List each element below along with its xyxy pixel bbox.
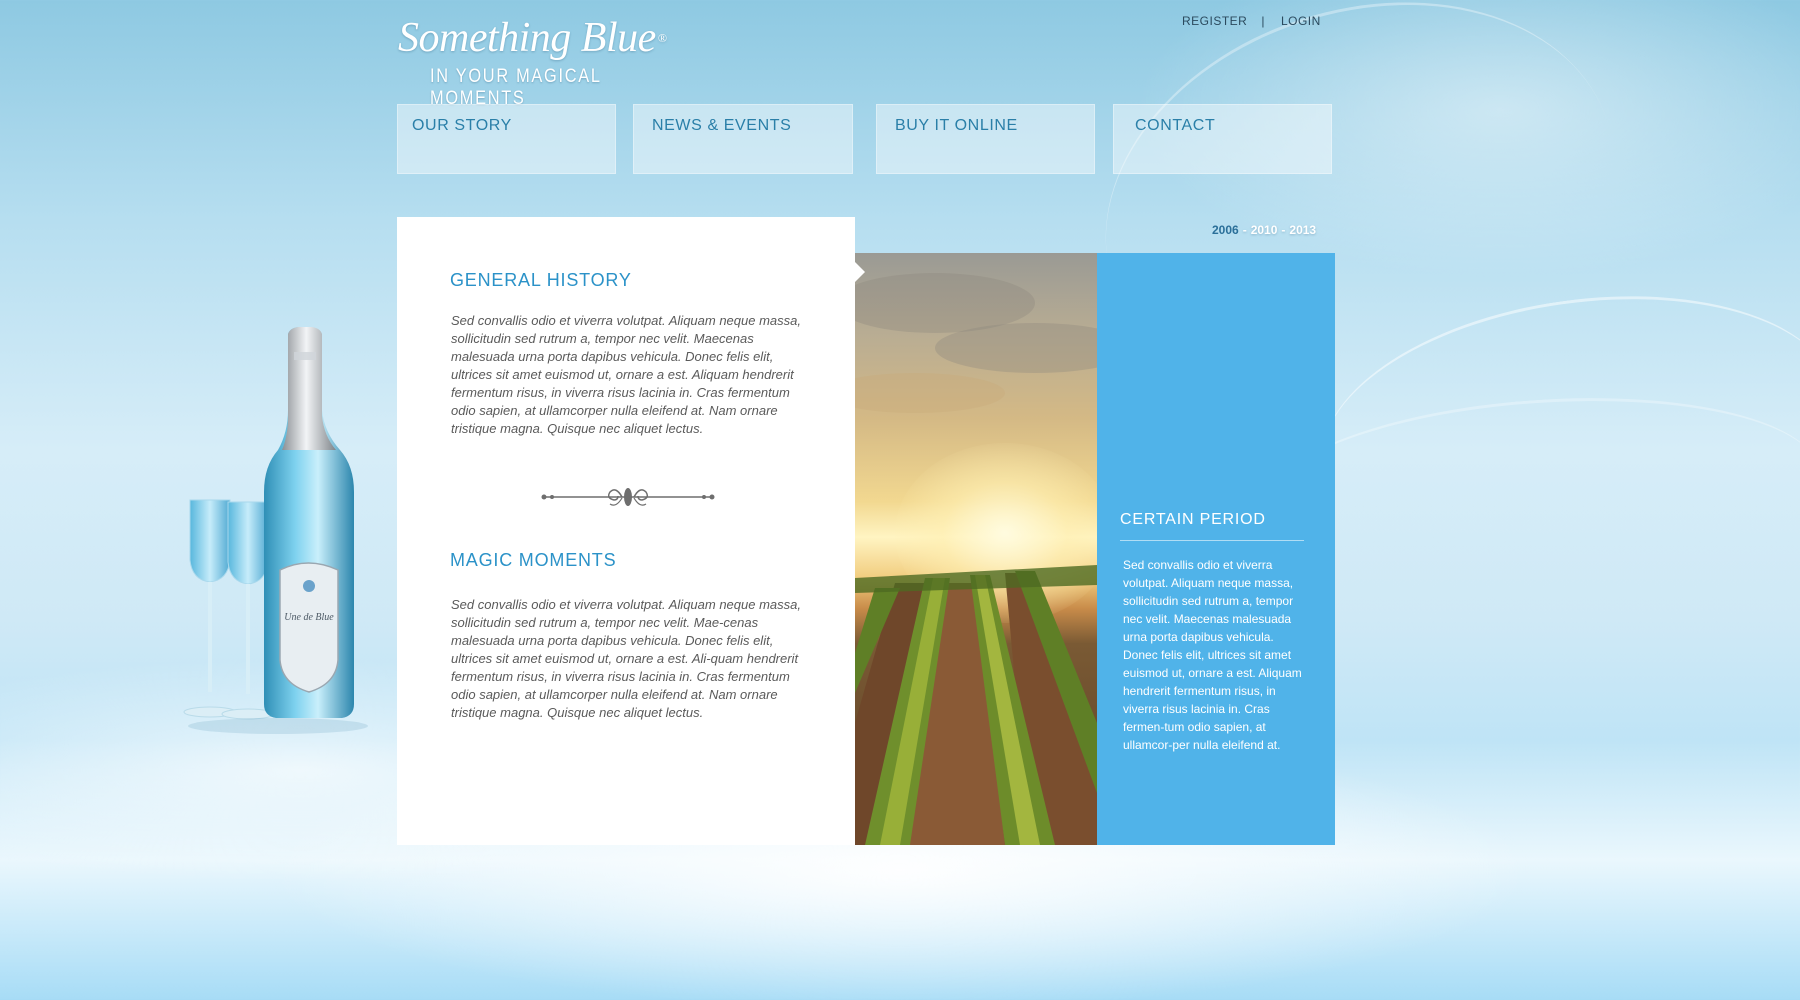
year-selector [1212, 223, 1316, 237]
section-text-general-history: Sed convallis odio et viverra volutpat. Aliquam neque massa, sollicitudin sed rutrum a, tempor nec velit. Maecenas malesuada urna porta dapibus vehicula. Donec felis elit, ultrices sit amet euismod ut, ornare a est. Aliquam hendrerit fermentum risus, in viverra risus lacinia in. Cras fermentum odio sapien, at ullamcorper nulla eleifend at. Nam ornare tristique magna. Quisque nec aliquet lectus. [451, 313, 801, 436]
bottle-label-text: Une de Blue [284, 612, 334, 623]
logo-registered-mark: ® [657, 31, 667, 45]
nav-label: CONTACT [1135, 117, 1216, 134]
year-2006[interactable]: 2006 [1212, 223, 1239, 237]
nav-news-events[interactable] [633, 104, 853, 174]
nav-label: OUR STORY [412, 117, 512, 134]
section-text-magic-moments: Sed convallis odio et viverra volutpat. Aliquam neque massa, sollicitudin sed rutrum a, tempor nec velit. Mae-cenas malesuada urna porta dapibus vehicula. Donec felis elit, ultrices sit amet euismod ut, ornare a est. Ali-quam hendrerit fermentum risus, in viverra risus lacinia in. Cras fermentum odio sapien, at ullamcorper nulla eleifend at. Nam ornare tristique magna. Quisque nec aliquet lectus. [451, 597, 801, 720]
site-logo[interactable] [398, 14, 698, 110]
logo-tagline: IN YOUR MAGICAL MOMENTS [430, 66, 602, 109]
period-panel [1097, 253, 1335, 845]
feather-decoration [1304, 265, 1800, 598]
period-title: CERTAIN PERIOD [1120, 511, 1266, 528]
feather-decoration [1254, 381, 1800, 603]
period-divider [1120, 540, 1304, 541]
vineyard-photo [855, 253, 1097, 845]
section-title-general-history: GENERAL HISTORY [450, 270, 632, 290]
account-links [1182, 14, 1321, 28]
link-separator: | [1261, 14, 1265, 28]
nav-contact[interactable] [1113, 104, 1332, 174]
year-2010[interactable]: 2010 [1250, 223, 1278, 237]
year-separator: - [1242, 223, 1247, 237]
logo-name: Something Blue [398, 15, 656, 61]
year-separator: - [1281, 223, 1286, 237]
nav-label: BUY IT ONLINE [895, 117, 1018, 134]
nav-label: NEWS & EVENTS [652, 117, 792, 134]
period-text: Sed convallis odio et viverra volutpat. Aliquam neque massa, sollicitudin sed rutrum a, tempor nec velit. Maecenas malesuada urna porta dapibus vehicula. Donec felis elit, ultrices sit amet euismod ut, ornare a est. Aliquam hendrerit fermentum risus, in viverra risus lacinia in. Cras fermen-tum odio sapien, at ullamcor-per nulla eleifend at. [1123, 558, 1302, 752]
nav-buy-online[interactable] [876, 104, 1095, 174]
section-title-magic-moments: MAGIC MOMENTS [450, 550, 617, 570]
logo-wordmark [398, 14, 698, 62]
year-2013[interactable]: 2013 [1289, 223, 1317, 237]
panel-pointer-arrow [855, 262, 865, 282]
champagne-bottle-illustration [178, 324, 378, 744]
login-link[interactable]: LOGIN [1280, 14, 1321, 28]
ornamental-divider-icon [538, 484, 718, 510]
nav-our-story[interactable] [397, 104, 616, 174]
register-link[interactable]: REGISTER [1182, 14, 1248, 28]
